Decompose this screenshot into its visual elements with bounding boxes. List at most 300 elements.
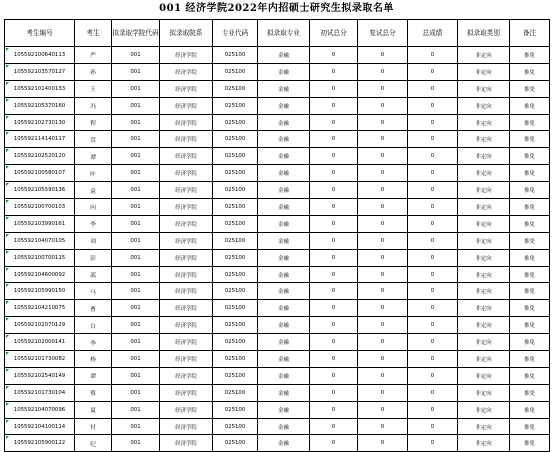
retest-score-cell: 0	[358, 232, 408, 249]
col-header-retest-score: 复试总分	[358, 20, 408, 47]
category-cell: 非定向	[458, 351, 510, 368]
major-cell: 金融	[258, 283, 310, 300]
college-code-cell: 001	[112, 148, 160, 165]
retest-score-cell: 0	[358, 334, 408, 351]
major-cell: 金融	[258, 47, 310, 64]
department-cell: 经济学院	[160, 317, 213, 334]
retest-score-cell: 0	[358, 418, 408, 435]
admission-table	[4, 19, 550, 452]
department-cell: 经济学院	[160, 283, 213, 300]
remarks-cell: 推免	[510, 80, 550, 97]
retest-score-cell: 0	[358, 249, 408, 266]
exam-id-cell: 105592100640113	[5, 47, 75, 64]
initial-score-cell: 0	[310, 367, 358, 384]
college-code-cell: 001	[112, 351, 160, 368]
remarks-cell: 推免	[510, 131, 550, 148]
category-cell: 非定向	[458, 334, 510, 351]
major-code-cell: 025100	[213, 334, 258, 351]
department-cell: 经济学院	[160, 114, 213, 131]
col-header-remarks: 备注	[510, 20, 550, 47]
major-code-cell: 025100	[213, 148, 258, 165]
initial-score-cell: 0	[310, 351, 358, 368]
initial-score-cell: 0	[310, 114, 358, 131]
initial-score-cell: 0	[310, 165, 358, 182]
initial-score-cell: 0	[310, 249, 358, 266]
category-cell: 非定向	[458, 63, 510, 80]
name-cell: 叶	[75, 165, 112, 182]
table-row	[5, 418, 550, 435]
table-row	[5, 249, 550, 266]
retest-score-cell: 0	[358, 300, 408, 317]
major-code-cell: 025100	[213, 165, 258, 182]
total-score-cell: 0	[408, 199, 458, 216]
total-score-cell: 0	[408, 63, 458, 80]
remarks-cell: 推免	[510, 148, 550, 165]
category-cell: 非定向	[458, 283, 510, 300]
table-row	[5, 148, 550, 165]
remarks-cell: 推免	[510, 401, 550, 418]
category-cell: 非定向	[458, 249, 510, 266]
college-code-cell: 001	[112, 199, 160, 216]
col-header-exam-id: 考生编号	[5, 20, 75, 47]
name-cell: 刘	[75, 232, 112, 249]
exam-id-cell: 105592100700115	[5, 249, 75, 266]
total-score-cell: 0	[408, 47, 458, 64]
retest-score-cell: 0	[358, 266, 408, 283]
remarks-cell: 推免	[510, 384, 550, 401]
major-cell: 金融	[258, 215, 310, 232]
total-score-cell: 0	[408, 249, 458, 266]
category-cell: 非定向	[458, 232, 510, 249]
total-score-cell: 0	[408, 165, 458, 182]
category-cell: 非定向	[458, 266, 510, 283]
initial-score-cell: 0	[310, 266, 358, 283]
name-cell: 孙	[75, 63, 112, 80]
major-code-cell: 025100	[213, 80, 258, 97]
major-cell: 金融	[258, 317, 310, 334]
table-row	[5, 47, 550, 64]
category-cell: 非定向	[458, 401, 510, 418]
initial-score-cell: 0	[310, 47, 358, 64]
category-cell: 非定向	[458, 300, 510, 317]
name-cell: 严	[75, 47, 112, 64]
total-score-cell: 0	[408, 351, 458, 368]
college-code-cell: 001	[112, 401, 160, 418]
retest-score-cell: 0	[358, 401, 408, 418]
col-header-major-code: 专业代码	[213, 20, 258, 47]
exam-id-cell: 105592102000141	[5, 334, 75, 351]
col-header-category: 拟录取类别	[458, 20, 510, 47]
table-body	[5, 47, 550, 452]
category-cell: 非定向	[458, 367, 510, 384]
initial-score-cell: 0	[310, 317, 358, 334]
name-cell: 白	[75, 317, 112, 334]
retest-score-cell: 0	[358, 114, 408, 131]
name-cell: 李	[75, 334, 112, 351]
exam-id-cell: 105592104070105	[5, 232, 75, 249]
page-title: 001 经济学院2022年内招硕士研究生拟录取名单	[159, 3, 394, 14]
college-code-cell: 001	[112, 165, 160, 182]
initial-score-cell: 0	[310, 131, 358, 148]
name-cell: 蔡	[75, 384, 112, 401]
category-cell: 非定向	[458, 182, 510, 199]
remarks-cell: 推免	[510, 266, 550, 283]
department-cell: 经济学院	[160, 249, 213, 266]
major-code-cell: 025100	[213, 114, 258, 131]
major-cell: 金融	[258, 131, 310, 148]
exam-id-cell: 105592100700103	[5, 199, 75, 216]
col-header-college-code: 拟录取学院代码	[112, 20, 160, 47]
college-code-cell: 001	[112, 232, 160, 249]
major-cell: 金融	[258, 300, 310, 317]
initial-score-cell: 0	[310, 283, 358, 300]
major-cell: 金融	[258, 435, 310, 452]
total-score-cell: 0	[408, 367, 458, 384]
major-code-cell: 025100	[213, 199, 258, 216]
retest-score-cell: 0	[358, 47, 408, 64]
initial-score-cell: 0	[310, 401, 358, 418]
major-cell: 金融	[258, 232, 310, 249]
major-cell: 金融	[258, 114, 310, 131]
exam-id-cell: 105592103570127	[5, 63, 75, 80]
remarks-cell: 推免	[510, 47, 550, 64]
department-cell: 经济学院	[160, 97, 213, 114]
name-cell: 彭	[75, 249, 112, 266]
table-row	[5, 114, 550, 131]
department-cell: 经济学院	[160, 300, 213, 317]
name-cell: 曹	[75, 300, 112, 317]
table-row	[5, 317, 550, 334]
exam-id-cell: 105592101400133	[5, 80, 75, 97]
total-score-cell: 0	[408, 435, 458, 452]
major-cell: 金融	[258, 334, 310, 351]
major-code-cell: 025100	[213, 249, 258, 266]
total-score-cell: 0	[408, 114, 458, 131]
college-code-cell: 001	[112, 249, 160, 266]
initial-score-cell: 0	[310, 435, 358, 452]
major-code-cell: 025100	[213, 317, 258, 334]
total-score-cell: 0	[408, 215, 458, 232]
major-code-cell: 025100	[213, 384, 258, 401]
header-row	[5, 20, 550, 47]
major-cell: 金融	[258, 249, 310, 266]
major-code-cell: 025100	[213, 232, 258, 249]
table-row	[5, 367, 550, 384]
major-cell: 金融	[258, 384, 310, 401]
major-code-cell: 025100	[213, 182, 258, 199]
major-cell: 金融	[258, 199, 310, 216]
department-cell: 经济学院	[160, 182, 213, 199]
initial-score-cell: 0	[310, 97, 358, 114]
retest-score-cell: 0	[358, 215, 408, 232]
category-cell: 非定向	[458, 165, 510, 182]
retest-score-cell: 0	[358, 148, 408, 165]
exam-id-cell: 105592105990150	[5, 283, 75, 300]
total-score-cell: 0	[408, 232, 458, 249]
category-cell: 非定向	[458, 148, 510, 165]
exam-id-cell: 105592105370160	[5, 97, 75, 114]
col-header-major: 拟录取专业	[258, 20, 310, 47]
total-score-cell: 0	[408, 317, 458, 334]
exam-id-cell: 105592100580107	[5, 165, 75, 182]
name-cell: 袁	[75, 182, 112, 199]
remarks-cell: 推免	[510, 317, 550, 334]
name-cell: 马	[75, 283, 112, 300]
department-cell: 经济学院	[160, 47, 213, 64]
initial-score-cell: 0	[310, 232, 358, 249]
department-cell: 经济学院	[160, 367, 213, 384]
name-cell: 萱	[75, 131, 112, 148]
initial-score-cell: 0	[310, 300, 358, 317]
college-code-cell: 001	[112, 97, 160, 114]
major-cell: 金融	[258, 165, 310, 182]
category-cell: 非定向	[458, 215, 510, 232]
retest-score-cell: 0	[358, 384, 408, 401]
major-cell: 金融	[258, 418, 310, 435]
exam-id-cell: 105592104070096	[5, 401, 75, 418]
total-score-cell: 0	[408, 97, 458, 114]
category-cell: 非定向	[458, 418, 510, 435]
initial-score-cell: 0	[310, 63, 358, 80]
remarks-cell: 推免	[510, 435, 550, 452]
initial-score-cell: 0	[310, 199, 358, 216]
retest-score-cell: 0	[358, 435, 408, 452]
name-cell: 谭	[75, 367, 112, 384]
department-cell: 经济学院	[160, 418, 213, 435]
table-row	[5, 80, 550, 97]
department-cell: 经济学院	[160, 131, 213, 148]
college-code-cell: 001	[112, 182, 160, 199]
category-cell: 非定向	[458, 47, 510, 64]
major-cell: 金融	[258, 401, 310, 418]
retest-score-cell: 0	[358, 182, 408, 199]
exam-id-cell: 105592101730082	[5, 351, 75, 368]
department-cell: 经济学院	[160, 435, 213, 452]
major-cell: 金融	[258, 351, 310, 368]
table-row	[5, 199, 550, 216]
major-code-cell: 025100	[213, 131, 258, 148]
name-cell: 邵	[75, 266, 112, 283]
table-row	[5, 351, 550, 368]
exam-id-cell: 105592105900122	[5, 435, 75, 452]
department-cell: 经济学院	[160, 266, 213, 283]
college-code-cell: 001	[112, 283, 160, 300]
initial-score-cell: 0	[310, 418, 358, 435]
table-row	[5, 300, 550, 317]
col-header-total-score: 总成绩	[408, 20, 458, 47]
remarks-cell: 推免	[510, 215, 550, 232]
total-score-cell: 0	[408, 401, 458, 418]
college-code-cell: 001	[112, 367, 160, 384]
col-header-initial-score: 初试总分	[310, 20, 358, 47]
total-score-cell: 0	[408, 266, 458, 283]
major-code-cell: 025100	[213, 97, 258, 114]
initial-score-cell: 0	[310, 384, 358, 401]
col-header-name: 考生	[75, 20, 112, 47]
exam-id-cell: 105592102730130	[5, 114, 75, 131]
table-row	[5, 435, 550, 452]
total-score-cell: 0	[408, 182, 458, 199]
initial-score-cell: 0	[310, 80, 358, 97]
table-row	[5, 334, 550, 351]
major-code-cell: 025100	[213, 47, 258, 64]
name-cell: 纪	[75, 435, 112, 452]
table-row	[5, 283, 550, 300]
exam-id-cell: 105592104100114	[5, 418, 75, 435]
initial-score-cell: 0	[310, 215, 358, 232]
initial-score-cell: 0	[310, 148, 358, 165]
name-cell: 夏	[75, 401, 112, 418]
major-cell: 金融	[258, 80, 310, 97]
retest-score-cell: 0	[358, 97, 408, 114]
table-row	[5, 63, 550, 80]
category-cell: 非定向	[458, 317, 510, 334]
table-row	[5, 165, 550, 182]
retest-score-cell: 0	[358, 80, 408, 97]
college-code-cell: 001	[112, 80, 160, 97]
college-code-cell: 001	[112, 418, 160, 435]
total-score-cell: 0	[408, 334, 458, 351]
total-score-cell: 0	[408, 384, 458, 401]
major-code-cell: 025100	[213, 418, 258, 435]
category-cell: 非定向	[458, 114, 510, 131]
remarks-cell: 推免	[510, 249, 550, 266]
category-cell: 非定向	[458, 80, 510, 97]
table-row	[5, 266, 550, 283]
department-cell: 经济学院	[160, 351, 213, 368]
remarks-cell: 推免	[510, 283, 550, 300]
initial-score-cell: 0	[310, 334, 358, 351]
department-cell: 经济学院	[160, 401, 213, 418]
category-cell: 非定向	[458, 97, 510, 114]
remarks-cell: 推免	[510, 232, 550, 249]
total-score-cell: 0	[408, 131, 458, 148]
college-code-cell: 001	[112, 334, 160, 351]
remarks-cell: 推免	[510, 199, 550, 216]
category-cell: 非定向	[458, 435, 510, 452]
major-cell: 金融	[258, 266, 310, 283]
remarks-cell: 推免	[510, 367, 550, 384]
major-code-cell: 025100	[213, 215, 258, 232]
exam-id-cell: 105592105590136	[5, 182, 75, 199]
retest-score-cell: 0	[358, 131, 408, 148]
college-code-cell: 001	[112, 300, 160, 317]
department-cell: 经济学院	[160, 63, 213, 80]
retest-score-cell: 0	[358, 283, 408, 300]
exam-id-cell: 105592103990161	[5, 215, 75, 232]
table-row	[5, 215, 550, 232]
major-cell: 金融	[258, 97, 310, 114]
major-code-cell: 025100	[213, 63, 258, 80]
major-code-cell: 025100	[213, 283, 258, 300]
remarks-cell: 推免	[510, 418, 550, 435]
name-cell: 向	[75, 199, 112, 216]
remarks-cell: 推免	[510, 97, 550, 114]
major-cell: 金融	[258, 63, 310, 80]
department-cell: 经济学院	[160, 215, 213, 232]
college-code-cell: 001	[112, 266, 160, 283]
remarks-cell: 推免	[510, 114, 550, 131]
table-row	[5, 97, 550, 114]
category-cell: 非定向	[458, 384, 510, 401]
department-cell: 经济学院	[160, 148, 213, 165]
major-code-cell: 025100	[213, 367, 258, 384]
category-cell: 非定向	[458, 199, 510, 216]
table-row	[5, 182, 550, 199]
total-score-cell: 0	[408, 283, 458, 300]
exam-id-cell: 105592101730104	[5, 384, 75, 401]
college-code-cell: 001	[112, 47, 160, 64]
department-cell: 经济学院	[160, 80, 213, 97]
exam-id-cell: 105592104210075	[5, 300, 75, 317]
table-row	[5, 131, 550, 148]
remarks-cell: 推免	[510, 182, 550, 199]
major-cell: 金融	[258, 182, 310, 199]
total-score-cell: 0	[408, 300, 458, 317]
major-cell: 金融	[258, 367, 310, 384]
department-cell: 经济学院	[160, 232, 213, 249]
name-cell: 李	[75, 215, 112, 232]
major-code-cell: 025100	[213, 435, 258, 452]
table-row	[5, 384, 550, 401]
department-cell: 经济学院	[160, 165, 213, 182]
remarks-cell: 推免	[510, 300, 550, 317]
table-row	[5, 232, 550, 249]
major-cell: 金融	[258, 148, 310, 165]
name-cell: 付	[75, 418, 112, 435]
total-score-cell: 0	[408, 80, 458, 97]
department-cell: 经济学院	[160, 334, 213, 351]
department-cell: 经济学院	[160, 199, 213, 216]
college-code-cell: 001	[112, 317, 160, 334]
retest-score-cell: 0	[358, 199, 408, 216]
total-score-cell: 0	[408, 418, 458, 435]
retest-score-cell: 0	[358, 367, 408, 384]
name-cell: 杨	[75, 351, 112, 368]
name-cell: 王	[75, 80, 112, 97]
major-code-cell: 025100	[213, 300, 258, 317]
college-code-cell: 001	[112, 435, 160, 452]
college-code-cell: 001	[112, 114, 160, 131]
name-cell: 冯	[75, 97, 112, 114]
exam-id-cell: 105592102540149	[5, 367, 75, 384]
retest-score-cell: 0	[358, 63, 408, 80]
retest-score-cell: 0	[358, 317, 408, 334]
major-code-cell: 025100	[213, 351, 258, 368]
exam-id-cell: 105592104600092	[5, 266, 75, 283]
remarks-cell: 推免	[510, 165, 550, 182]
remarks-cell: 推免	[510, 63, 550, 80]
total-score-cell: 0	[408, 148, 458, 165]
college-code-cell: 001	[112, 215, 160, 232]
college-code-cell: 001	[112, 131, 160, 148]
major-code-cell: 025100	[213, 266, 258, 283]
name-cell: 谭	[75, 148, 112, 165]
exam-id-cell: 105592102520120	[5, 148, 75, 165]
department-cell: 经济学院	[160, 384, 213, 401]
remarks-cell: 推免	[510, 334, 550, 351]
exam-id-cell: 105592102070129	[5, 317, 75, 334]
category-cell: 非定向	[458, 131, 510, 148]
college-code-cell: 001	[112, 384, 160, 401]
col-header-department: 拟录取院系	[160, 20, 213, 47]
name-cell: 程	[75, 114, 112, 131]
retest-score-cell: 0	[358, 165, 408, 182]
remarks-cell: 推免	[510, 351, 550, 368]
major-code-cell: 025100	[213, 401, 258, 418]
college-code-cell: 001	[112, 63, 160, 80]
exam-id-cell: 105592114140117	[5, 131, 75, 148]
